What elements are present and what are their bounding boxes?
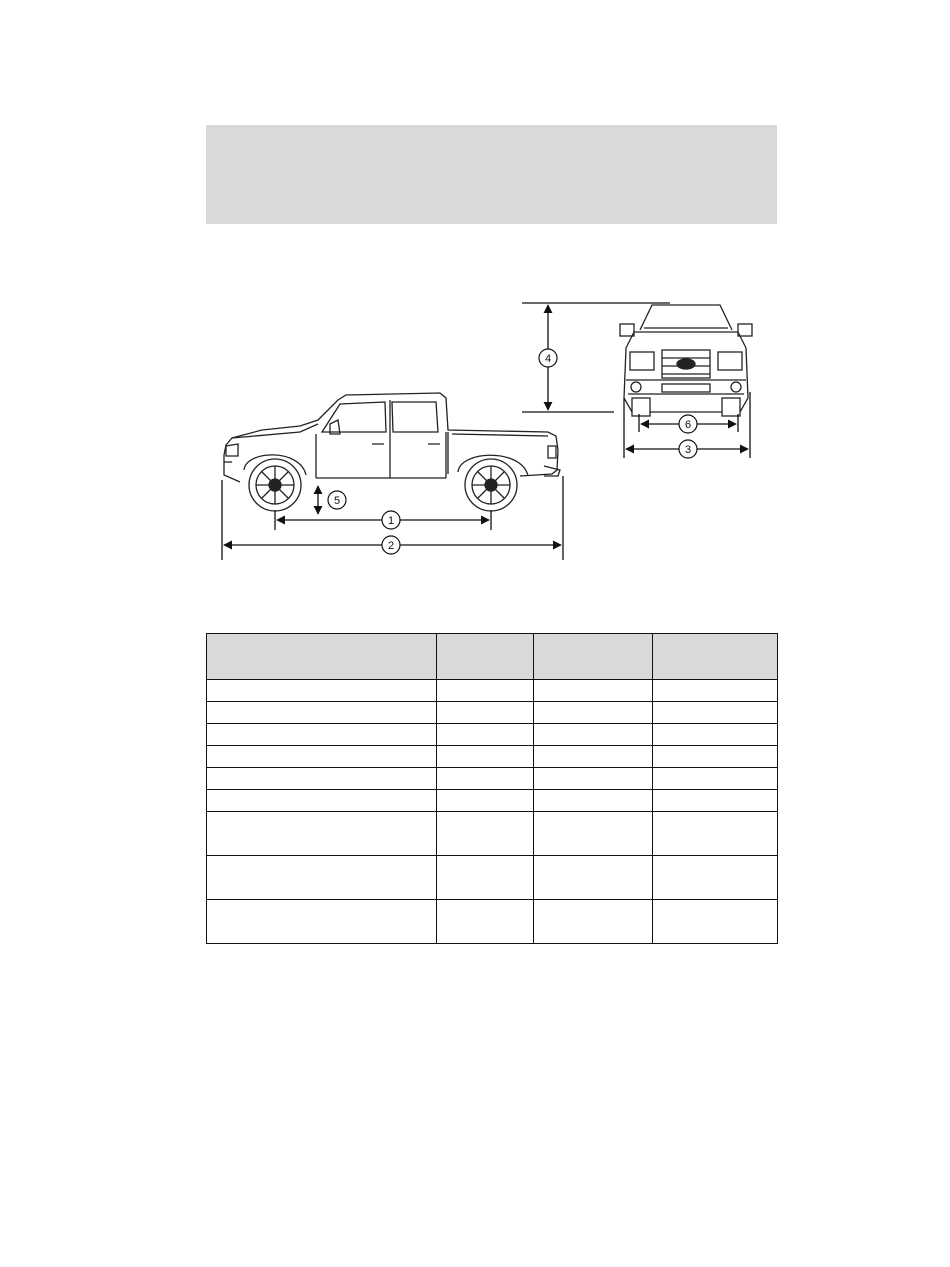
table-cell	[207, 790, 437, 812]
rear-wheel	[465, 459, 517, 511]
column-header	[207, 634, 437, 680]
table-cell	[437, 746, 534, 768]
table-cell	[653, 900, 778, 944]
table-cell	[207, 856, 437, 900]
table-cell	[653, 812, 778, 856]
column-header	[534, 634, 653, 680]
table-cell	[437, 900, 534, 944]
vehicle-dimensions-diagram	[0, 0, 950, 600]
table-cell	[207, 680, 437, 702]
table-cell	[534, 768, 653, 790]
table-cell	[653, 680, 778, 702]
callout-3	[679, 440, 697, 458]
table-cell	[207, 768, 437, 790]
table-row	[207, 790, 778, 812]
callout-6	[679, 415, 697, 433]
svg-text:2: 2	[387, 540, 395, 552]
table-cell	[207, 724, 437, 746]
table-cell	[534, 702, 653, 724]
dimensions-table	[206, 633, 778, 944]
table-cell	[653, 768, 778, 790]
table-row	[207, 724, 778, 746]
table-row	[207, 812, 778, 856]
table-cell	[437, 702, 534, 724]
table-cell	[437, 812, 534, 856]
table-cell	[437, 724, 534, 746]
callout-1	[382, 511, 400, 529]
column-header	[653, 634, 778, 680]
table-row	[207, 702, 778, 724]
table-cell	[534, 724, 653, 746]
table-cell	[207, 812, 437, 856]
table-cell	[653, 724, 778, 746]
table-cell	[437, 856, 534, 900]
table-cell	[207, 746, 437, 768]
table-cell	[534, 900, 653, 944]
truck-front-view	[620, 305, 752, 416]
svg-text:6: 6	[684, 419, 692, 431]
table-cell	[534, 790, 653, 812]
callout-5	[328, 491, 346, 509]
table-cell	[653, 702, 778, 724]
column-header	[437, 634, 534, 680]
svg-text:3: 3	[684, 444, 692, 456]
table-cell	[534, 856, 653, 900]
callout-4	[539, 349, 557, 367]
table-cell	[437, 768, 534, 790]
svg-text:5: 5	[333, 495, 341, 507]
svg-text:1: 1	[387, 515, 395, 527]
table-cell	[207, 702, 437, 724]
table-cell	[534, 746, 653, 768]
table-row	[207, 856, 778, 900]
table-cell	[534, 680, 653, 702]
table-row	[207, 746, 778, 768]
callout-2	[382, 536, 400, 554]
front-wheel	[249, 459, 301, 511]
table-cell	[437, 790, 534, 812]
table-cell	[653, 856, 778, 900]
table-cell	[437, 680, 534, 702]
table-row	[207, 900, 778, 944]
table-cell	[207, 900, 437, 944]
table-cell	[653, 746, 778, 768]
svg-text:4: 4	[544, 353, 552, 365]
table-cell	[534, 812, 653, 856]
table-row	[207, 768, 778, 790]
table-header-row	[207, 634, 778, 680]
table-cell	[653, 790, 778, 812]
table-row	[207, 680, 778, 702]
